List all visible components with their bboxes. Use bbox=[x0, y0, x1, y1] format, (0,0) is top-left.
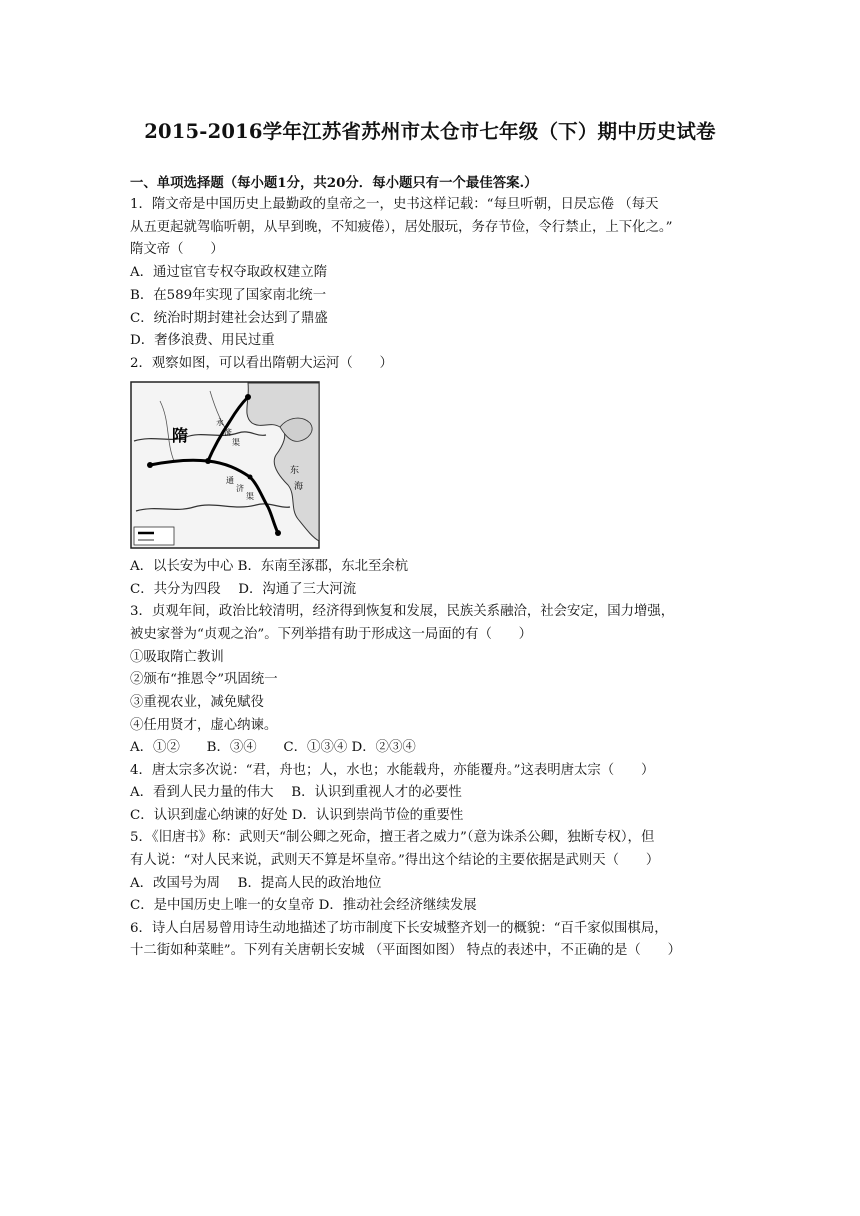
map-label: 通 bbox=[226, 476, 234, 485]
q1-stem-line-2: 从五更起就驾临听朝，从早到晚，不知疲倦），居处服玩，务存节俭，令行禁止，上下化之。” bbox=[130, 220, 673, 235]
q2-options-line-1: A．以长安为中心 B．东南至涿郡，东北至余杭 bbox=[130, 559, 409, 574]
q3-item-2: ②颁布“推恩令”巩固统一 bbox=[130, 672, 278, 687]
q3-stem-line-2: 被史家誉为“贞观之治”。下列举措有助于形成这一局面的有（ ） bbox=[130, 627, 533, 642]
q5-stem-line-2: 有人说：“对人民来说，武则天不算是坏皇帝。”得出这个结论的主要依据是武则天（ ） bbox=[130, 853, 660, 868]
q1-option-c: C．统治时期封建社会达到了鼎盛 bbox=[130, 311, 328, 326]
q4-stem: 4．唐太宗多次说：“君，舟也；人，水也；水能载舟，亦能覆舟。”这表明唐太宗（ ） bbox=[130, 763, 655, 778]
section-heading: 一、单项选择题（每小题1分，共20分．每小题只有一个最佳答案.） bbox=[130, 175, 538, 191]
q3-stem-line-1: 3．贞观年间，政治比较清明，经济得到恢复和发展，民族关系融洽，社会安定，国力增强， bbox=[130, 604, 675, 619]
q5-stem-line-1: 5．《旧唐书》称：武则天“制公卿之死命，擅王者之威力”（意为诛杀公卿，独断专权），但 bbox=[130, 830, 655, 845]
map-label: 东 bbox=[290, 466, 300, 476]
q4-options-line-1: A．看到人民力量的伟大 B．认识到重视人才的必要性 bbox=[130, 785, 462, 800]
q3-options: A．①② B．③④ C．①③④ D．②③④ bbox=[130, 740, 416, 755]
page-title: 2015-2016学年江苏省苏州市太仓市七年级（下）期中历史试卷 bbox=[144, 120, 716, 143]
map-label: 渠 bbox=[232, 438, 240, 447]
map-label: 渠 bbox=[246, 492, 254, 501]
q3-item-1: ①吸取隋亡教训 bbox=[130, 650, 224, 665]
q2-options-line-2: C．共分为四段 D．沟通了三大河流 bbox=[130, 582, 357, 597]
map-label: 海 bbox=[294, 482, 304, 492]
q2-stem: 2．观察如图，可以看出隋朝大运河（ ） bbox=[130, 356, 393, 371]
q6-stem-line-1: 6．诗人白居易曾用诗生动地描述了坊市制度下长安城整齐划一的概貌：“百千家似围棋局， bbox=[130, 921, 668, 936]
q1-option-a: A．通过宦官专权夺取政权建立隋 bbox=[130, 265, 328, 280]
q3-item-3: ③重视农业，减免赋役 bbox=[130, 695, 264, 710]
q1-stem-line-3: 隋文帝（ ） bbox=[130, 242, 224, 257]
q1-option-d: D．奢侈浪费、用民过重 bbox=[130, 333, 275, 348]
grand-canal-map bbox=[130, 381, 320, 549]
q5-options-line-1: A．改国号为周 B．提高人民的政治地位 bbox=[130, 876, 382, 891]
q1-option-b: B．在589年实现了国家南北统一 bbox=[130, 288, 327, 303]
map-label: 隋 bbox=[172, 426, 189, 445]
q6-stem-line-2: 十二街如种菜畦”。下列有关唐朝长安城 （平面图如图） 特点的表述中，不正确的是（ ） bbox=[130, 943, 681, 958]
map-label: 永 bbox=[216, 418, 224, 427]
q3-item-4: ④任用贤才，虚心纳谏。 bbox=[130, 718, 278, 733]
map-label: 济 bbox=[224, 428, 232, 437]
q4-options-line-2: C．认识到虚心纳谏的好处 D．认识到崇尚节俭的重要性 bbox=[130, 808, 464, 823]
q5-options-line-2: C．是中国历史上唯一的女皇帝 D．推动社会经济继续发展 bbox=[130, 898, 477, 913]
map-label: 济 bbox=[236, 484, 244, 493]
q1-stem-line-1: 1．隋文帝是中国历史上最勤政的皇帝之一，史书这样记载：“每旦听朝，日昃忘倦 （每天 bbox=[130, 197, 659, 212]
